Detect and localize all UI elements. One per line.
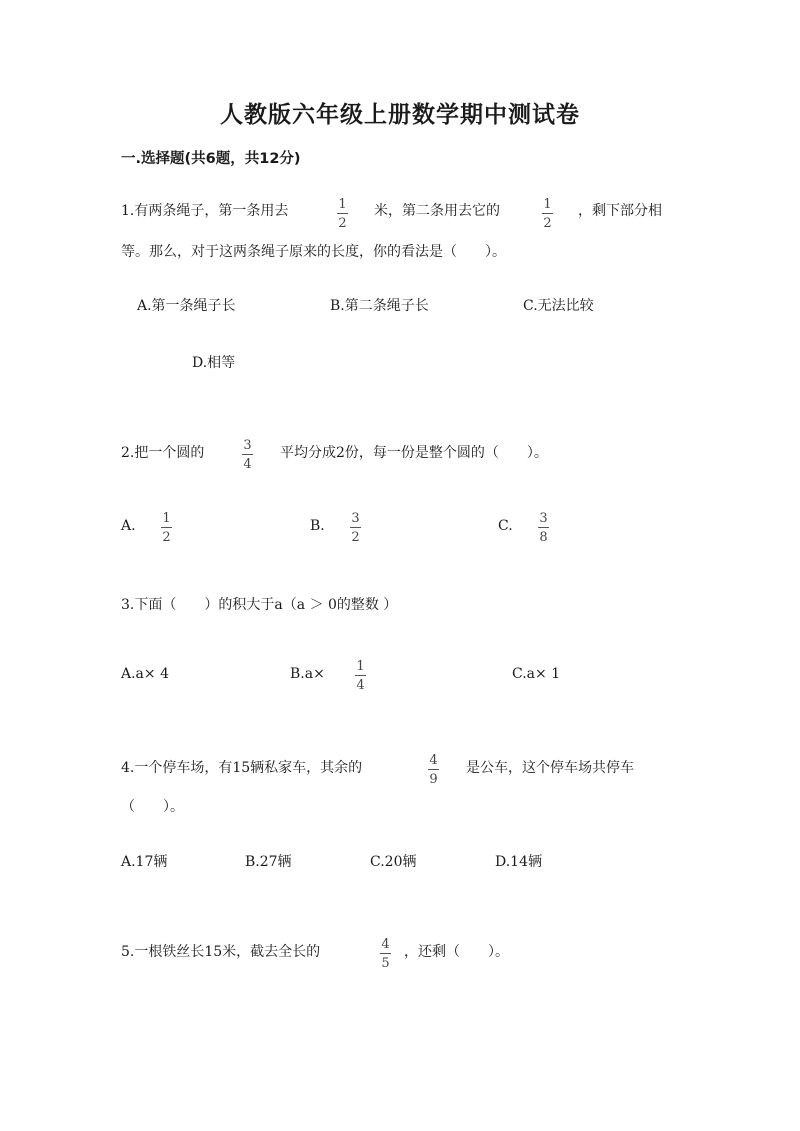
q4-option-b[interactable]: B.27辆 [245,854,292,870]
q3-option-b-label[interactable]: B.a× [290,666,325,682]
fraction-bar [355,675,366,676]
q4-option-d[interactable]: D.14辆 [495,854,542,870]
q2-option-b-label[interactable]: B. [310,518,325,534]
q1-fraction-2-numerator: 1 [543,197,552,212]
q4-text-part1: 4.一个停车场，有15辆私家车，其余的 [121,760,363,776]
q4-text-part2: 是公车，这个停车场共停车 [466,760,634,776]
q3-option-b-numerator: 1 [356,659,365,674]
q2-option-b-numerator: 3 [351,511,360,526]
q5-text-part2: ，还剩（ ）。 [404,944,509,960]
q3-option-b-fraction[interactable] [355,659,366,693]
fraction-bar [428,769,439,770]
q1-text-part1: 1.有两条绳子，第一条用去 [121,203,289,219]
page-title: 人教版六年级上册数学期中测试卷 [220,102,580,128]
q1-option-b[interactable]: B.第二条绳子长 [330,298,429,314]
q1-fraction-2-denominator: 2 [543,216,552,231]
fraction-bar [380,953,391,954]
section-heading: 一.选择题(共6题，共12分) [121,151,301,167]
q2-option-c-label[interactable]: C. [498,518,513,534]
q5-fraction [380,937,391,971]
q2-option-a-fraction[interactable] [161,511,172,545]
q3-text: 3.下面（ ）的积大于a（a ＞ 0的整数 ） [121,597,398,613]
fraction-bar [542,213,553,214]
q4-fraction-denominator: 9 [429,772,438,787]
q3-option-a[interactable]: A.a× 4 [121,666,169,682]
q2-fraction [242,438,253,472]
q4-fraction [428,753,439,787]
q3-option-c[interactable]: C.a× 1 [512,666,561,682]
q2-option-b-denominator: 2 [351,530,360,545]
q1-option-a[interactable]: A.第一条绳子长 [137,298,236,314]
q1-option-c[interactable]: C.无法比较 [523,298,594,314]
q1-option-d[interactable]: D.相等 [192,355,236,371]
q2-text-part1: 2.把一个圆的 [121,445,205,461]
fraction-bar [538,527,549,528]
q1-fraction-2 [542,197,553,231]
q2-option-a-label[interactable]: A. [121,518,136,534]
q1-fraction-1-denominator: 2 [338,216,347,231]
q2-option-c-numerator: 3 [539,511,548,526]
fraction-bar [161,527,172,528]
q2-fraction-denominator: 4 [243,457,252,472]
q2-fraction-numerator: 3 [243,438,252,453]
q2-option-a-numerator: 1 [162,511,171,526]
q2-option-c-fraction[interactable] [538,511,549,545]
q2-text-part2: 平均分成2份，每一份是整个圆的（ ）。 [280,445,548,461]
q5-fraction-numerator: 4 [381,937,390,952]
q2-option-c-denominator: 8 [539,530,548,545]
q4-fraction-numerator: 4 [429,753,438,768]
q5-text-part1: 5.一根铁丝长15米，截去全长的 [121,944,321,960]
q1-fraction-1-numerator: 1 [338,197,347,212]
fraction-bar [350,527,361,528]
q1-fraction-1 [337,197,348,231]
q2-option-b-fraction[interactable] [350,511,361,545]
q5-fraction-denominator: 5 [381,956,390,971]
fraction-bar [242,454,253,455]
q2-option-a-denominator: 2 [162,530,171,545]
q1-text-part3: ，剩下部分相 [578,203,662,219]
q4-option-a[interactable]: A.17辆 [121,854,168,870]
q4-text-line2: （ ）。 [121,799,184,815]
q3-option-b-denominator: 4 [356,678,365,693]
fraction-bar [337,213,348,214]
q1-text-line2: 等。那么，对于这两条绳子原来的长度，你的看法是（ ）。 [121,244,506,260]
q1-text-part2: 米，第二条用去它的 [374,203,500,219]
q4-option-c[interactable]: C.20辆 [370,854,417,870]
